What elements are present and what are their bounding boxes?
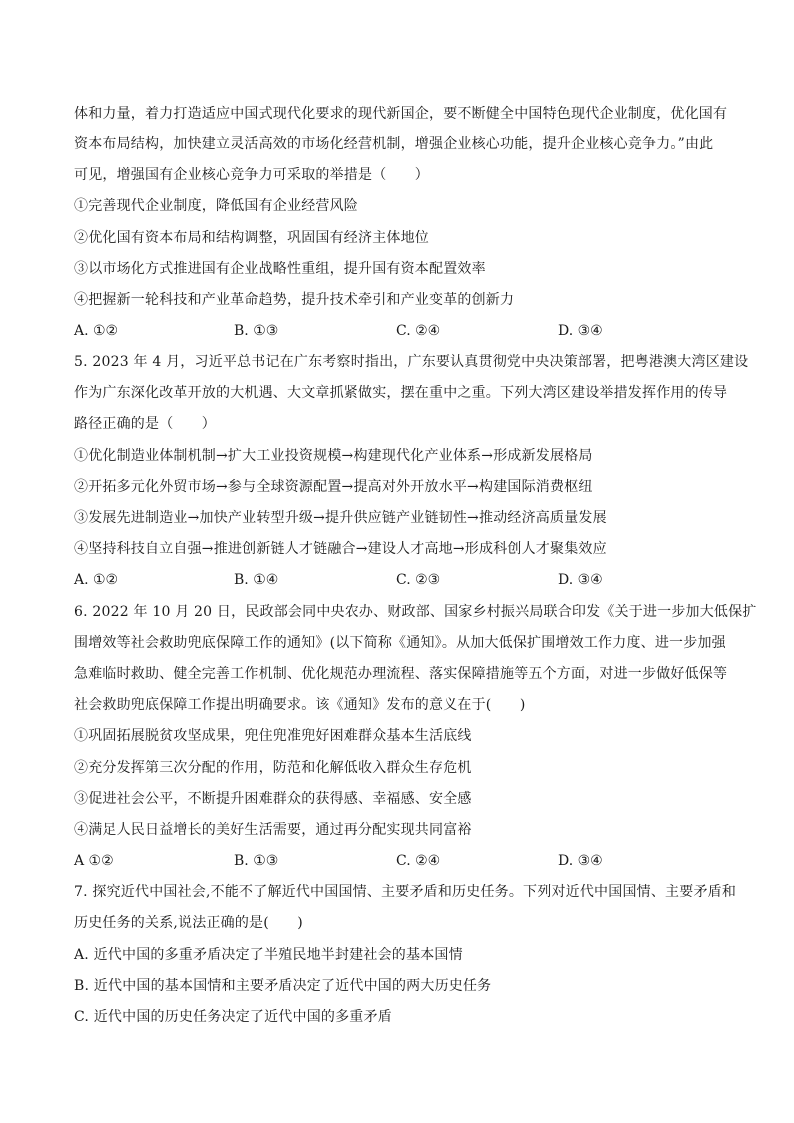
q4-option-b[interactable]: B. ①③ bbox=[234, 323, 279, 339]
q5-stem-line: 路径正确的是（ ） bbox=[74, 416, 216, 432]
q6-option-d[interactable]: D. ③④ bbox=[558, 853, 603, 869]
q4-stem-line: 体和力量，着力打造适应中国式现代化要求的现代新国企，要不断健全中国特色现代企业制度，优化国有 bbox=[74, 106, 728, 122]
q5-item: ④坚持科技自立自强→推进创新链人才链融合→建设人才高地→形成科创人才聚集效应 bbox=[74, 541, 607, 557]
q4-item: ③以市场化方式推进国有企业战略性重组，提升国有资本配置效率 bbox=[74, 261, 486, 277]
q7-option-c[interactable]: C. 近代中国的历史任务决定了近代中国的多重矛盾 bbox=[74, 1009, 392, 1025]
q7-option-b[interactable]: B. 近代中国的基本国情和主要矛盾决定了近代中国的两大历史任务 bbox=[74, 978, 492, 994]
q4-item: ②优化国有资本布局和结构调整，巩固国有经济主体地位 bbox=[74, 230, 429, 246]
q6-option-b[interactable]: B. ①③ bbox=[234, 853, 279, 869]
q7-stem-line: 7. 探究近代中国社会,不能不了解近代中国国情、主要矛盾和历史任务。下列对近代中国国情、主要矛盾和 bbox=[74, 884, 737, 900]
q6-item: ②充分发挥第三次分配的作用，防范和化解低收入群众生存危机 bbox=[74, 760, 472, 776]
q5-option-d[interactable]: D. ③④ bbox=[558, 572, 603, 588]
q6-option-a[interactable]: A ①② bbox=[74, 853, 114, 869]
q4-item: ④把握新一轮科技和产业革命趋势，提升技术牵引和产业变革的创新力 bbox=[74, 292, 515, 308]
q6-item: ④满足人民日益增长的美好生活需要，通过再分配实现共同富裕 bbox=[74, 822, 472, 838]
q5-option-a[interactable]: A. ①② bbox=[74, 572, 119, 588]
q6-stem-line: 社会救助兜底保障工作提出明确要求。该《通知》发布的意义在于( ) bbox=[74, 697, 526, 713]
q5-stem-line: 作为广东深化改革开放的大机遇、大文章抓紧做实，摆在重中之重。下列大湾区建设举措发挥作用的传导 bbox=[74, 385, 728, 401]
q7-stem-line: 历史任务的关系,说法正确的是( ) bbox=[74, 915, 303, 931]
q5-item: ③发展先进制造业→加快产业转型升级→提升供应链产业链韧性→推动经济高质量发展 bbox=[74, 510, 607, 526]
q6-option-c[interactable]: C. ②④ bbox=[396, 853, 441, 869]
q5-item: ②开拓多元化外贸市场→参与全球资源配置→提高对外开放水平→构建国际消费枢纽 bbox=[74, 479, 593, 495]
q4-options bbox=[74, 321, 724, 341]
q5-item: ①优化制造业体制机制→扩大工业投资规模→构建现代化产业体系→形成新发展格局 bbox=[74, 448, 593, 464]
q6-stem-line: 急难临时救助、健全完善工作机制、优化规范办理流程、落实保障措施等五个方面，对进一步做好低保等 bbox=[74, 666, 728, 682]
q4-stem-line: 可见，增强国有企业核心竞争力可采取的举措是（ ） bbox=[74, 167, 429, 183]
q6-item: ①巩固拓展脱贫攻坚成果，兜住兜准兜好困难群众基本生活底线 bbox=[74, 728, 472, 744]
q6-stem-line: 围增效等社会救助兜底保障工作的通知》(以下简称《通知》。从加大低保扩围增效工作力度、进一步加强 bbox=[74, 635, 726, 651]
q6-options bbox=[74, 851, 724, 871]
q5-options bbox=[74, 570, 724, 590]
q4-option-a[interactable]: A. ①② bbox=[74, 323, 119, 339]
q5-stem-line: 5. 2023 年 4 月，习近平总书记在广东考察时指出，广东要认真贯彻党中央决策部署，把粤港澳大湾区建设 bbox=[74, 354, 749, 370]
q4-option-d[interactable]: D. ③④ bbox=[558, 323, 603, 339]
q6-stem-line: 6. 2022 年 10 月 20 日，民政部会同中央农办、财政部、国家乡村振兴局联合印发《关于进一步加大低保扩 bbox=[74, 604, 757, 620]
q4-stem-line: 资本布局结构，加快建立灵活高效的市场化经营机制，增强企业核心功能，提升企业核心竞争力。”由此 bbox=[74, 136, 714, 152]
q6-item: ③促进社会公平，不断提升困难群众的获得感、幸福感、安全感 bbox=[74, 791, 472, 807]
q4-option-c[interactable]: C. ②④ bbox=[396, 323, 441, 339]
q5-option-c[interactable]: C. ②③ bbox=[396, 572, 441, 588]
q5-option-b[interactable]: B. ①④ bbox=[234, 572, 279, 588]
q4-item: ①完善现代企业制度，降低国有企业经营风险 bbox=[74, 198, 358, 214]
q7-option-a[interactable]: A. 近代中国的多重矛盾决定了半殖民地半封建社会的基本国情 bbox=[74, 947, 463, 963]
